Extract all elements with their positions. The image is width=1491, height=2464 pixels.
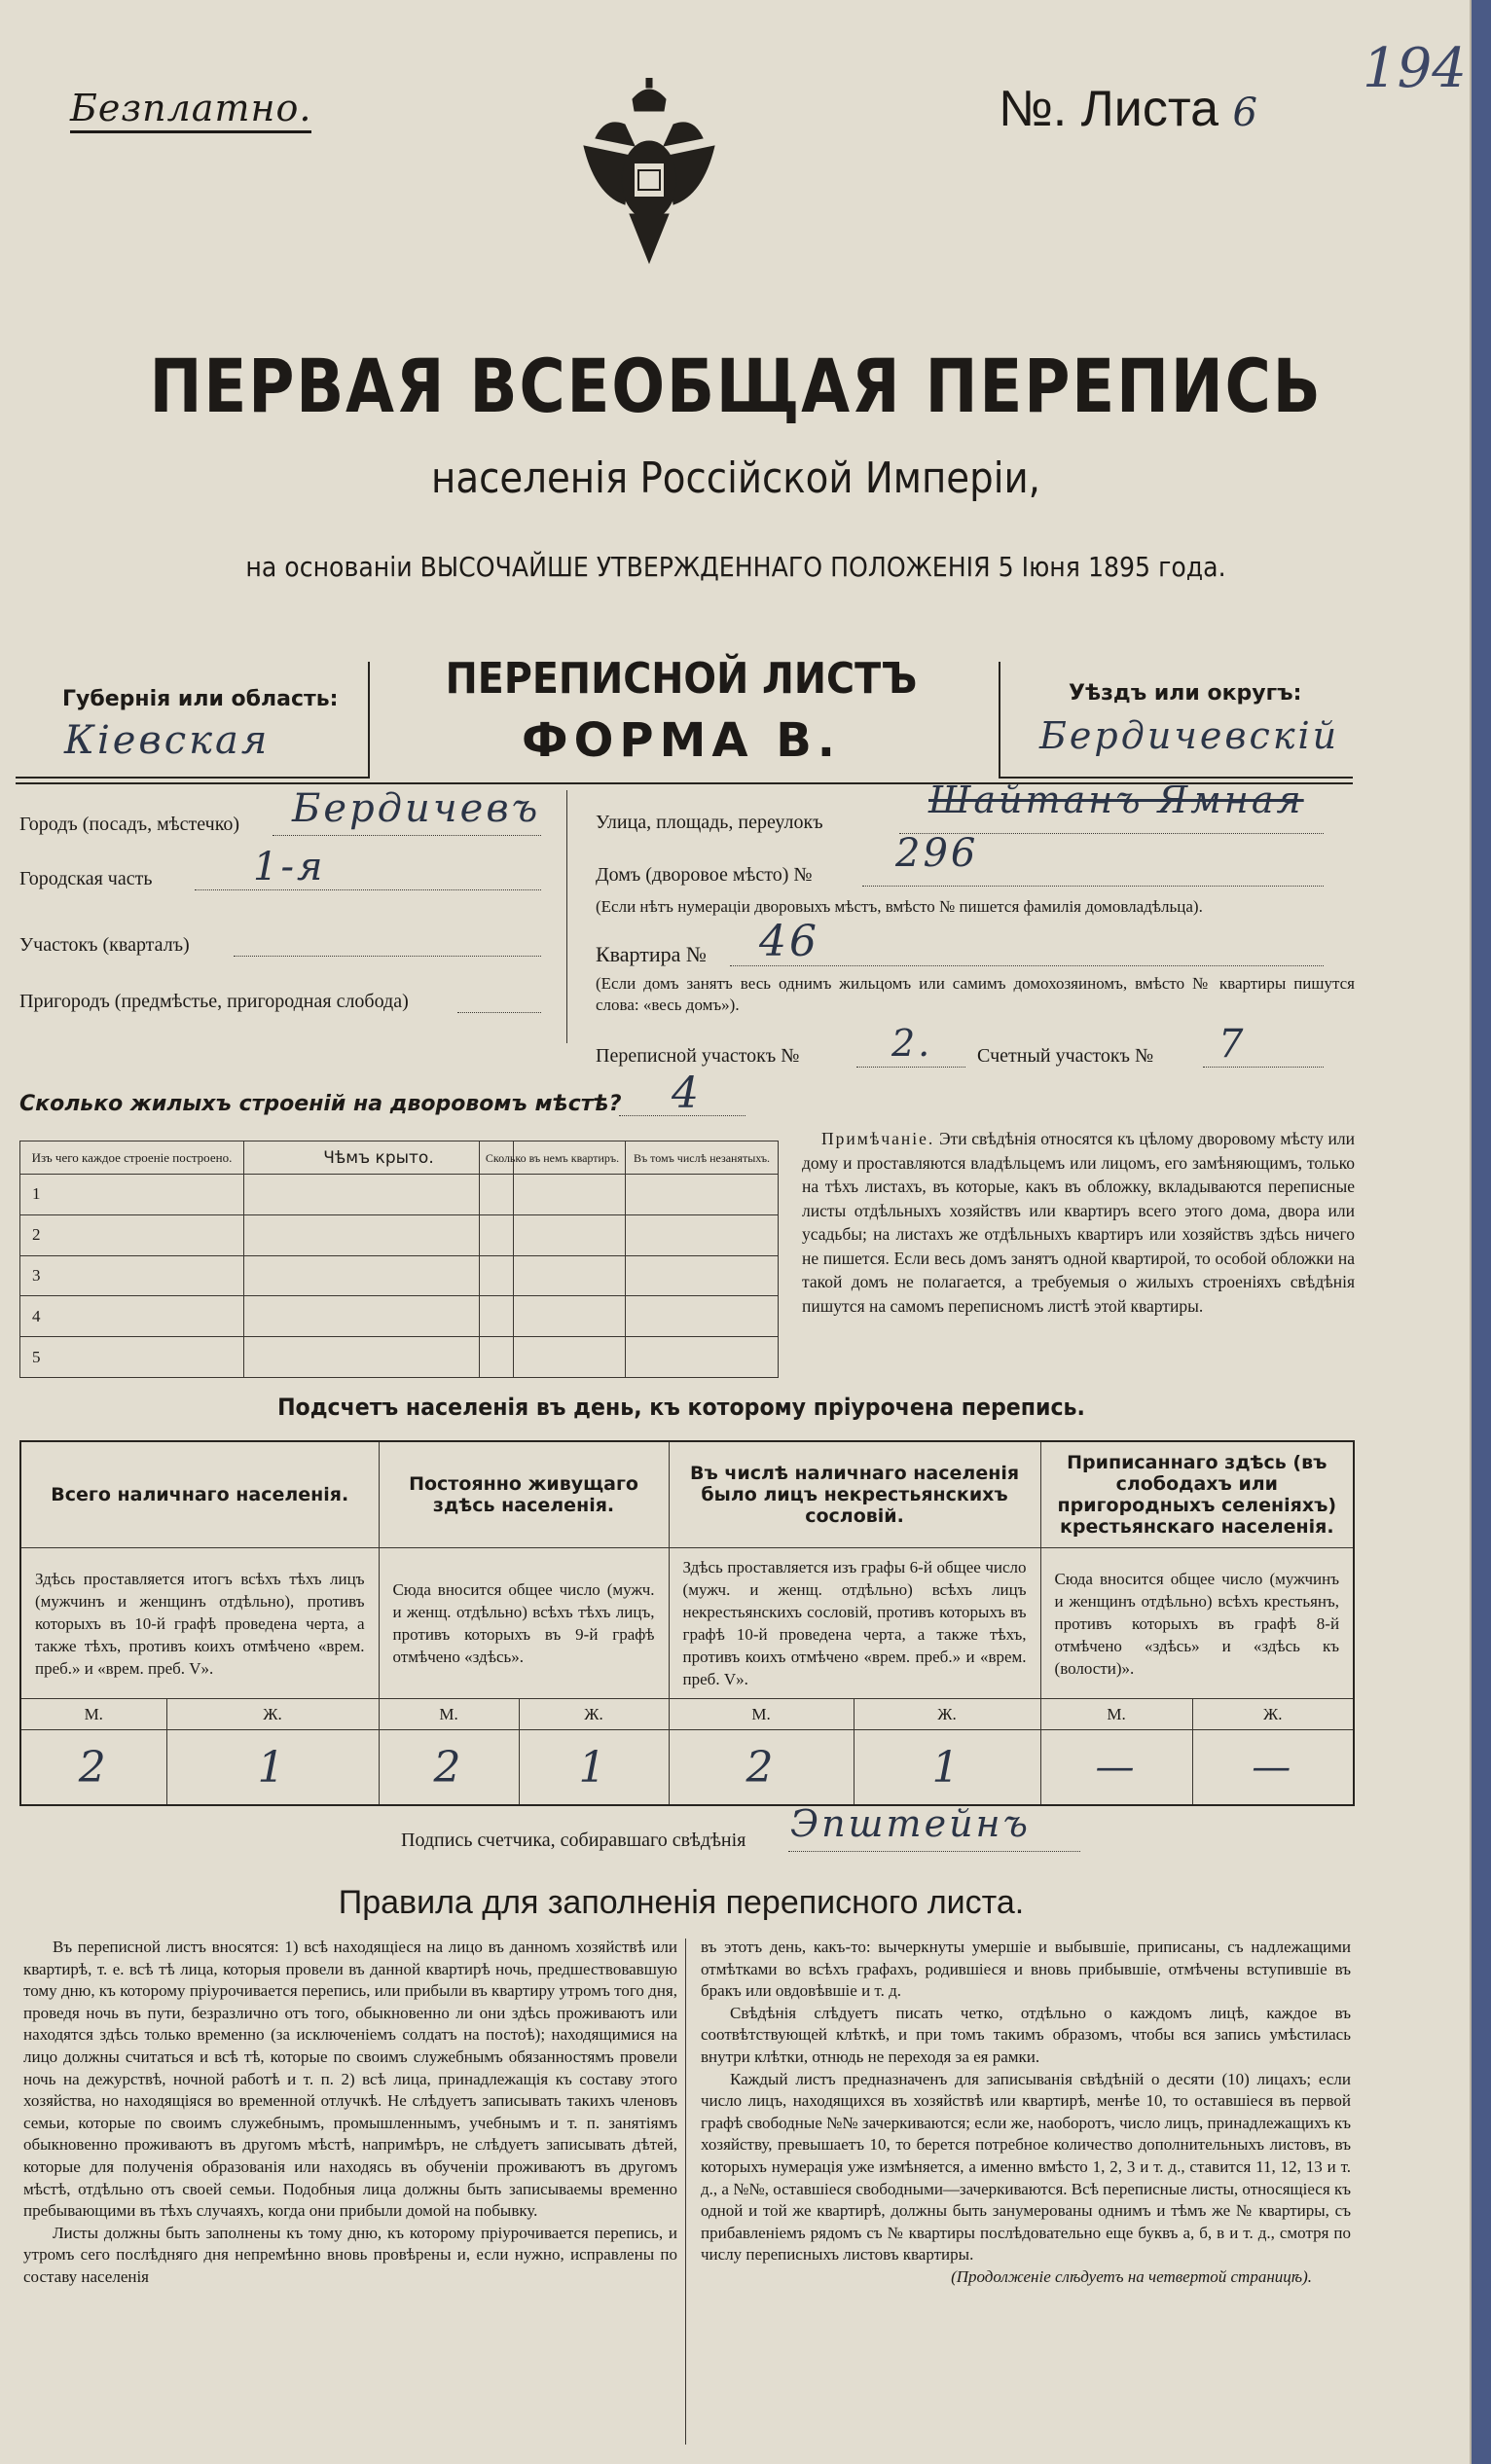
- census-area-field-line: [856, 1067, 965, 1068]
- rules-paragraph: Свѣдѣнія слѣдуетъ писать четко, отдѣльно о каждомъ лицѣ, каждое въ соотвѣтствующей клѣткѣ, и при томъ такимъ образомъ, чтобы вся запись умѣстилась внутри клѣтки, отнюдь не переходя за ея рамки.: [701, 2003, 1351, 2066]
- count-area-field-line: [1203, 1067, 1324, 1068]
- house-value[interactable]: 296: [895, 831, 979, 876]
- apartment-label: Квартира №: [596, 942, 707, 966]
- address-column-divider: [566, 790, 567, 1043]
- apartments-vacant-cell[interactable]: [626, 1255, 779, 1296]
- district-value[interactable]: Бердичевскій: [1039, 714, 1340, 757]
- permanent-male-count[interactable]: 2: [379, 1730, 519, 1806]
- rules-title: Правила для заполненія переписного листа.: [338, 1884, 1025, 1921]
- population-table: [19, 1440, 1353, 1806]
- buildings-answer[interactable]: 4: [672, 1069, 702, 1118]
- population-col-nonpeasant-desc: Здѣсь проставляется изъ графы 6-й общее число (мужч. и женщ. отдѣльно) всѣхъ лицъ некрестьянскихъ сословій, противъ которыхъ въ графѣ 10-й проведена черта, а также тѣхъ, противъ коихъ отмѣчено «врем. преб.» и «врем. преб. V».: [669, 1548, 1040, 1699]
- apartment-value[interactable]: 46: [759, 917, 819, 966]
- apartments-vacant-cell[interactable]: [626, 1296, 779, 1337]
- buildings-row-number: 2: [20, 1214, 244, 1255]
- buildings-roof-cell[interactable]: [244, 1175, 514, 1215]
- population-col-present-desc: Здѣсь проставляется итогъ всѣхъ тѣхъ лицъ (мужчинъ и женщинъ отдѣльно), противъ которыхъ въ 10-й графѣ проведена черта, а также тѣхъ, противъ коихъ отмѣчено «врем. преб.» и «врем. преб. V».: [20, 1548, 379, 1699]
- house-note: (Если нѣтъ нумераціи дворовыхъ мѣстъ, вмѣсто № пишется фамилія домовладѣльца).: [596, 897, 1203, 916]
- buildings-note-text: Эти свѣдѣнія относятся къ цѣлому дворовому мѣсту или дому и проставляются владѣльцемъ или лицомъ, его замѣняющимъ, только на тѣхъ листахъ, въ которые, какъ въ обложку, вкладываются переписные листы отдѣльныхъ хозяйствъ или квартиръ всего этого дома, двора или усадьбы; на листахъ же отдѣльныхъ квартиръ или хозяйствъ здѣсь ничего не пишется. Если весь домъ занятъ одной квартирой, то особой обложки на такой домъ не полагается, а требуемыя о жилыхъ строеніяхъ свѣдѣнія пишутся на самомъ переписномъ листѣ этой квартиры.: [802, 1129, 1356, 1316]
- house-label: Домъ (дворовое мѣсто) №: [596, 864, 813, 886]
- city-label: Городъ (посадъ, мѣстечко): [19, 814, 240, 835]
- archive-number: 194: [1363, 37, 1467, 100]
- street-label: Улица, площадь, переулокъ: [596, 812, 823, 833]
- suburb-label: Пригородъ (предмѣстье, пригородная слобода): [19, 991, 409, 1012]
- province-box: [16, 662, 370, 779]
- population-title: Подсчетъ населенія въ день, къ которому пріурочена перепись.: [277, 1394, 1085, 1421]
- population-col-peasant-head: Приписаннаго здѣсь (въ слободахъ или пригородныхъ селеніяхъ) крестьянскаго населенія.: [1040, 1441, 1354, 1548]
- buildings-roof-cell[interactable]: [244, 1337, 514, 1378]
- count-area-label: Счетный участокъ №: [977, 1045, 1154, 1067]
- rules-paragraph: въ этотъ день, какъ-то: вычеркнуты умершіе и выбывшіе, приписаны, съ надлежащими отмѣтками во всѣхъ графахъ, родившіеся и вновь прибывшіе, отмѣчены вступившіе въ бракъ или овдовѣвшіе и т. д.: [701, 1938, 1351, 2001]
- present-male-count[interactable]: 2: [20, 1730, 166, 1806]
- nonpeasant-female-count[interactable]: 1: [854, 1730, 1040, 1806]
- apartments-vacant-cell[interactable]: [626, 1337, 779, 1378]
- nonpeasant-male-count[interactable]: 2: [669, 1730, 854, 1806]
- buildings-question: Сколько жилыхъ строеній на дворовомъ мѣстѣ?: [19, 1092, 622, 1116]
- population-col-permanent-desc: Сюда вносится общее число (мужч. и женщ. отдѣльно) всѣхъ тѣхъ лицъ, противъ которыхъ въ 9-й графѣ отмѣчено «здѣсь».: [379, 1548, 669, 1699]
- buildings-header-material: Изъ чего каждое строеніе построено.: [20, 1141, 244, 1175]
- page-title: ПЕРВАЯ ВСЕОБЩАЯ ПЕРЕПИСЬ: [149, 343, 1323, 429]
- census-area-label: Переписной участокъ №: [596, 1045, 800, 1067]
- signature-label: Подпись счетчика, собиравшаго свѣдѣнія: [401, 1830, 746, 1851]
- buildings-row-number: 4: [20, 1296, 244, 1337]
- population-col-present-head: Всего наличнаго населенія.: [20, 1441, 379, 1548]
- block-label: Участокъ (кварталъ): [19, 934, 190, 956]
- signature-line: [788, 1851, 1080, 1852]
- buildings-roof-cell[interactable]: [244, 1255, 514, 1296]
- population-col-permanent-head: Постоянно живущаго здѣсь населенія.: [379, 1441, 669, 1548]
- buildings-roof-cell[interactable]: [244, 1214, 514, 1255]
- buildings-note: [802, 1127, 1355, 1318]
- rules-left-column: [23, 1937, 677, 2289]
- buildings-table: [19, 1141, 514, 1378]
- apartment-note: (Если домъ занятъ весь однимъ жильцомъ или самимъ домохозяиномъ, вмѣсто № квартиры пишутся слова: «весь домъ»).: [596, 974, 1355, 1014]
- sheet-number-label: №. Листа: [999, 81, 1219, 137]
- province-label: Губернія или область:: [62, 687, 339, 711]
- sheet-title: ПЕРЕПИСНОЙ ЛИСТЪ: [445, 654, 918, 704]
- house-field-line: [862, 886, 1324, 887]
- buildings-header-roof: Чѣмъ крыто.: [244, 1141, 514, 1175]
- apartments-count-cell[interactable]: [480, 1214, 626, 1255]
- male-label: М.: [379, 1699, 519, 1730]
- population-col-peasant-desc: Сюда вносится общее число (мужчинъ и женщинъ отдѣльно) всѣхъ крестьянъ, противъ которыхъ въ графѣ 8-й отмѣчено «здѣсь» и «здѣсь къ (волости)».: [1040, 1548, 1354, 1699]
- buildings-row-number: 3: [20, 1255, 244, 1296]
- male-label: М.: [669, 1699, 854, 1730]
- rules-right-column: [701, 1937, 1351, 2289]
- block-field-line: [234, 956, 541, 957]
- permanent-female-count[interactable]: 1: [519, 1730, 669, 1806]
- form-name: ФОРМА В.: [521, 713, 842, 768]
- buildings-row-number: 1: [20, 1175, 244, 1215]
- province-value[interactable]: Кіевская: [64, 718, 271, 763]
- rules-continued: (Продолженіе слѣдуетъ на четвертой страницѣ).: [951, 2266, 1312, 2286]
- district-box: [999, 662, 1353, 779]
- count-area-value[interactable]: 7: [1218, 1022, 1247, 1067]
- population-col-nonpeasant-head: Въ числѣ наличнаго населенія было лицъ некрестьянскихъ сословій.: [669, 1441, 1040, 1548]
- sheet-number: [999, 80, 1260, 142]
- district-label: Уѣздъ или округъ:: [1069, 681, 1302, 706]
- census-area-value[interactable]: 2.: [891, 1022, 933, 1065]
- female-label: Ж.: [519, 1699, 669, 1730]
- city-part-label: Городская часть: [19, 868, 153, 889]
- apartments-table: [479, 1141, 779, 1378]
- apartments-vacant-cell[interactable]: [626, 1175, 779, 1215]
- free-label: Безплатно.: [70, 86, 311, 133]
- apartments-count-cell[interactable]: [480, 1255, 626, 1296]
- apartments-vacant-cell[interactable]: [626, 1214, 779, 1255]
- sheet-number-value: 6: [1232, 91, 1260, 135]
- female-label: Ж.: [854, 1699, 1040, 1730]
- present-female-count[interactable]: 1: [166, 1730, 379, 1806]
- rules-column-divider: [685, 1939, 686, 2445]
- rules-paragraph: Въ переписной листъ вносятся: 1) всѣ находящіеся на лицо въ данномъ хозяйствѣ или квартирѣ, т. е. всѣ тѣ лица, которыя провели въ данной квартирѣ ночь, предшествовавшую тому дню, къ которому пріурочивается перепись, или прибыли въ квартиру утромъ того дня, проведя ночь въ пути, безразлично отъ того, обыкновенно ли они здѣсь проживаютъ или находятся здѣсь только временно (за исключеніемъ солдатъ на постоѣ); находящимися на лицо должны считаться и всѣ тѣ, которые по своимъ служебнымъ обязанностямъ провели ночь на дежурствѣ, ночной работѣ и т. п. 2) всѣ лица, принадлежащія къ составу этого хозяйства, но находящіяся во временной отлучкѣ. Не слѣдуетъ записывать такихъ членовъ семьи, которые по своимъ служебнымъ, промышленнымъ, учебнымъ и т. п. занятіямъ обыкновенно проживаютъ въ другомъ мѣстѣ, напримѣръ, не слѣдуетъ записывать дѣтей, которые для полученія образованія или находясь въ обученіи проживаютъ въ другомъ мѣстѣ, отдѣльно отъ своей семьи. Подобныя лица должны быть записываемы временно пребывающими въ тѣхъ случаяхъ, когда они прибыли домой на побывку.: [23, 1938, 677, 2221]
- buildings-row-number: 5: [20, 1337, 244, 1378]
- city-part-field-line: [195, 889, 541, 890]
- male-label: М.: [1040, 1699, 1192, 1730]
- apartments-count-cell[interactable]: [480, 1296, 626, 1337]
- peasant-female-count[interactable]: —: [1192, 1730, 1354, 1806]
- apartments-header-vacant: Въ томъ числѣ незанятыхъ.: [626, 1141, 779, 1175]
- buildings-note-lead: Примѣчаніе.: [821, 1129, 935, 1148]
- male-label: М.: [20, 1699, 166, 1730]
- street-value[interactable]: Шайтанъ Ямная: [928, 779, 1304, 821]
- apartments-header-count: Сколько въ немъ квартиръ.: [480, 1141, 626, 1175]
- imperial-eagle-emblem: [576, 78, 722, 268]
- city-value[interactable]: Бердичевъ: [292, 786, 541, 831]
- peasant-male-count[interactable]: —: [1040, 1730, 1192, 1806]
- apartments-count-cell[interactable]: [480, 1175, 626, 1215]
- signature-value[interactable]: Эпштейнъ: [790, 1802, 1031, 1845]
- female-label: Ж.: [1192, 1699, 1354, 1730]
- suburb-field-line: [457, 1012, 541, 1013]
- city-field-line: [273, 835, 541, 836]
- rules-paragraph: Каждый листъ предназначенъ для записыванія свѣдѣній о десяти (10) лицахъ; если число лицъ, находящихся въ хозяйствѣ или квартирѣ, менѣе 10, то оставшіеся въ первой графѣ свободные №№ зачеркиваются; если же, наоборотъ, число лицъ, принадлежащихъ къ хозяйству, превышаетъ 10, то берется потребное количество дополнительныхъ листовъ, въ которыхъ нумерація уже измѣняется, а именно вмѣсто 1, 2, 3 и т. д., ставится 11, 12, 13 и т. д., а №№, оставшіеся свободными—зачеркиваются. Всѣ переписные листы, относящіеся къ одной и той же квартирѣ, должны быть занумерованы однимъ и тѣмъ же № квартиры, съ прибавленіемъ рядомъ съ № квартиры послѣдовательно еще буквъ а, б, в и т. д., смотря по числу переписныхъ листовъ квартиры.: [701, 2069, 1351, 2265]
- page-subtitle: населенія Россійской Имперіи,: [431, 453, 1040, 503]
- female-label: Ж.: [166, 1699, 379, 1730]
- city-part-value[interactable]: 1-я: [253, 845, 326, 889]
- sheet-heading: [370, 654, 993, 768]
- apartments-count-cell[interactable]: [480, 1337, 626, 1378]
- legal-basis: на основаніи ВЫСОЧАЙШЕ УТВЕРЖДЕННАГО ПОЛОЖЕНІЯ 5 Іюня 1895 года.: [245, 551, 1226, 583]
- rules-paragraph: Листы должны быть заполнены къ тому дню, къ которому пріурочивается перепись, и утромъ сего послѣдняго дня непремѣнно вновь провѣрены и, если нужно, исправлены по составу населенія: [23, 2223, 677, 2286]
- buildings-roof-cell[interactable]: [244, 1296, 514, 1337]
